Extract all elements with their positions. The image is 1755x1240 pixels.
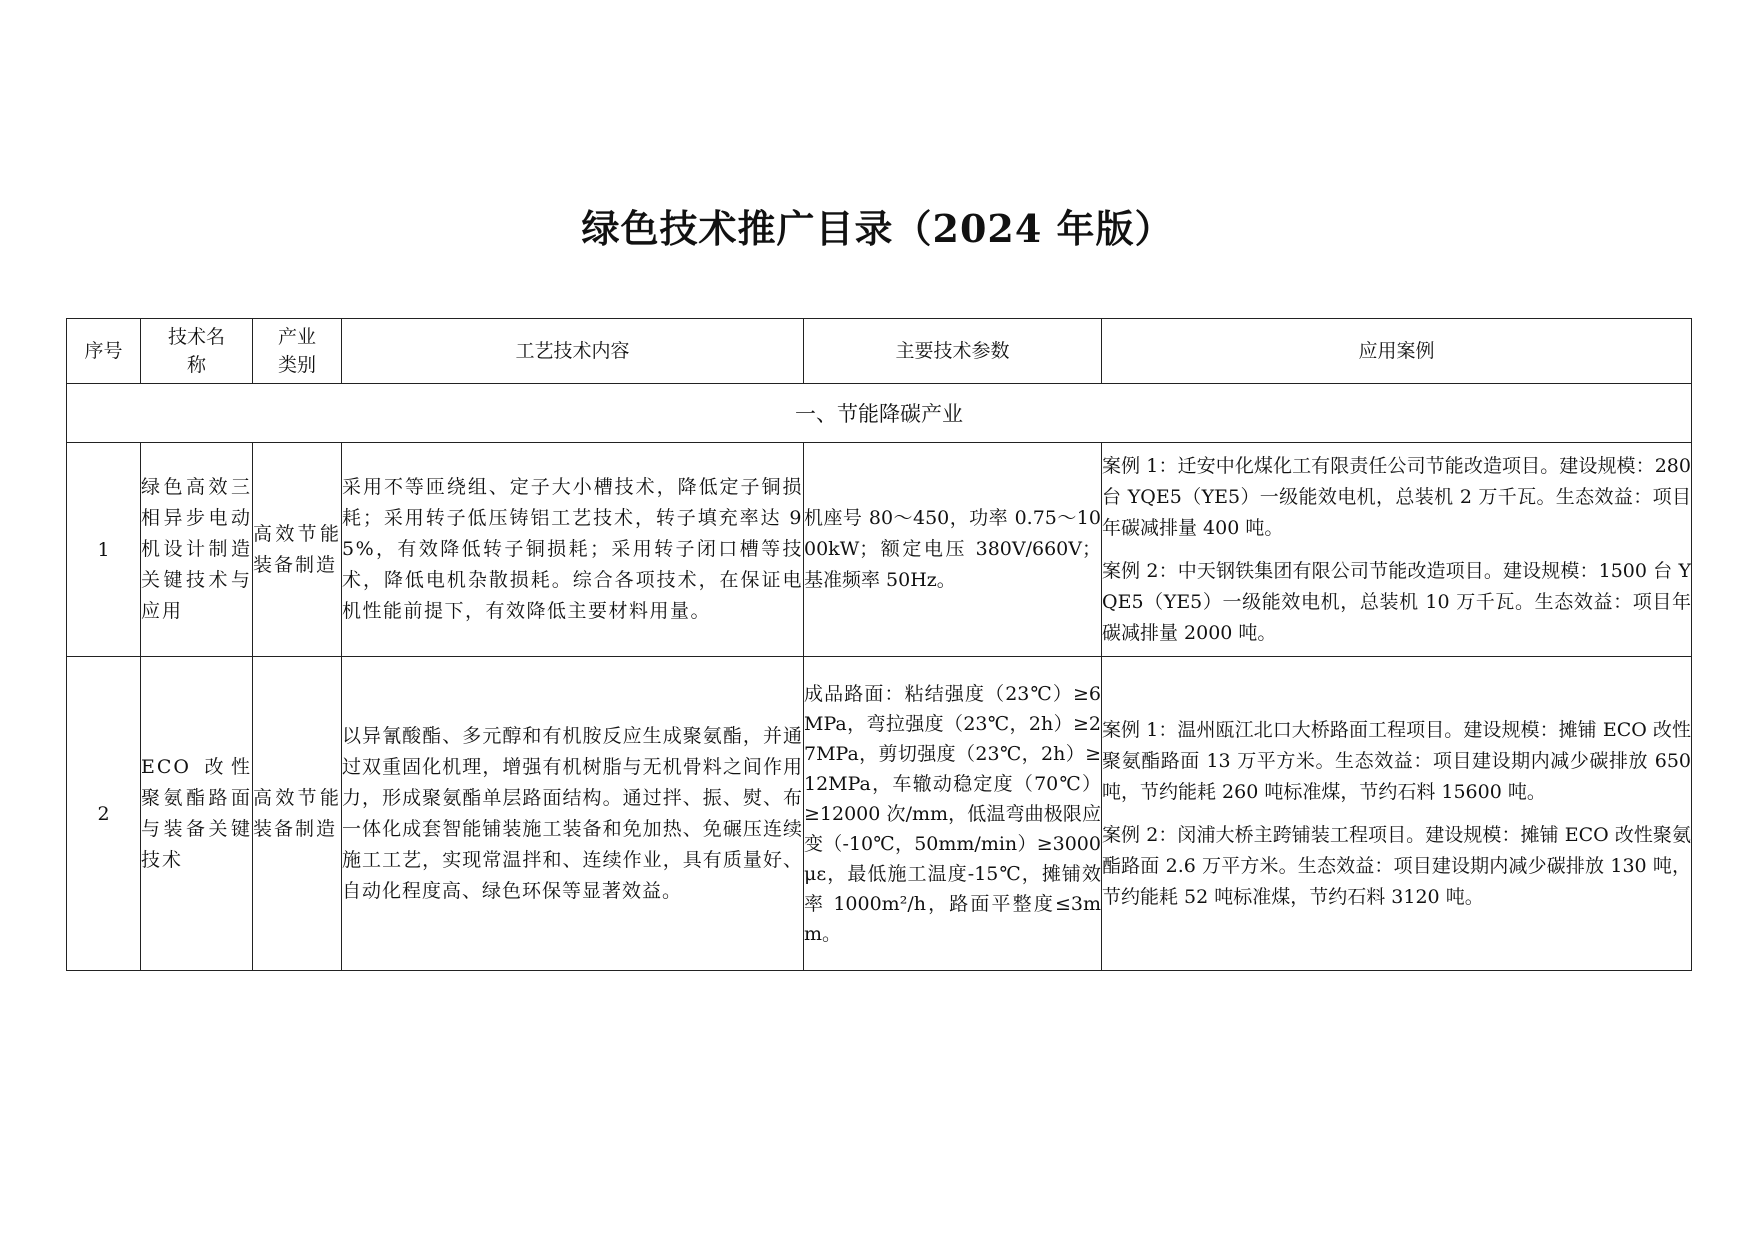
header-process: 工艺技术内容 [342,319,804,384]
table-row [67,657,1692,971]
section-row [67,384,1692,443]
row-process: 采用不等匝绕组、定子大小槽技术，降低定子铜损耗；采用转子低压铸铝工艺技术，转子填充率达 95%，有效降低转子铜损耗；采用转子闭口槽等技术，降低电机杂散损耗。综合各项技术，在保证电机性能前提下，有效降低主要材料用量。 [342,443,804,657]
row-cases [1102,443,1692,657]
header-industry: 产业类别 [253,319,342,384]
case-item: 案例 1：温州瓯江北口大桥路面工程项目。建设规模：摊铺 ECO 改性聚氨酯路面 13 万平方米。生态效益：项目建设期内减少碳排放 650 吨，节约能耗 260 吨标准煤，节约石料 15600 吨。 [1102,718,1691,803]
row-seq: 2 [67,657,141,971]
document-title: 绿色技术推广目录（2024 年版） [581,206,1174,251]
row-params: 机座号 80～450，功率 0.75～1000kW；额定电压 380V/660V；基准频率 50Hz。 [804,443,1102,657]
row-industry: 高效节能装备制造 [253,657,342,971]
case-item: 案例 1：迁安中化煤化工有限责任公司节能改造项目。建设规模：280 台 YQE5（YE5）一级能效电机，总装机 2 万千瓦。生态效益：项目年碳减排量 400 吨。 [1102,454,1691,539]
table-row [67,443,1692,657]
row-industry: 高效节能装备制造 [253,443,342,657]
section-title: 一、节能降碳产业 [67,384,1692,443]
header-tech-name: 技术名称 [141,319,253,384]
row-tech-name: 绿色高效三相异步电动机设计制造关键技术与应用 [141,443,253,657]
technology-catalog-table [66,318,1692,971]
table-header-row [67,319,1692,384]
row-tech-name: ECO 改性聚氨酯路面与装备关键技术 [141,657,253,971]
header-params: 主要技术参数 [804,319,1102,384]
header-seq: 序号 [67,319,141,384]
case-item: 案例 2：中天钢铁集团有限公司节能改造项目。建设规模：1500 台 YQE5（YE5）一级能效电机，总装机 10 万千瓦。生态效益：项目年碳减排量 2000 吨。 [1102,559,1691,644]
case-item: 案例 2：闵浦大桥主跨铺装工程项目。建设规模：摊铺 ECO 改性聚氨酯路面 2.6 万平方米。生态效益：项目建设期内减少碳排放 130 吨，节约能耗 52 吨标准煤，节约石料 3120 吨。 [1102,823,1691,908]
header-cases: 应用案例 [1102,319,1692,384]
row-params: 成品路面：粘结强度（23℃）≥6MPa，弯拉强度（23℃，2h）≥27MPa，剪切强度（23℃，2h）≥12MPa，车辙动稳定度（70℃）≥12000 次/mm，低温弯曲极限应变（-10℃，50mm/min）≥3000με，最低施工温度-15℃，摊铺效率 1000m²/h，路面平整度≤3mm。 [804,657,1102,971]
row-seq: 1 [67,443,141,657]
row-process: 以异氰酸酯、多元醇和有机胺反应生成聚氨酯，并通过双重固化机理，增强有机树脂与无机骨料之间作用力，形成聚氨酯单层路面结构。通过拌、振、熨、布一体化成套智能铺装施工装备和免加热、免碾压连续施工工艺，实现常温拌和、连续作业，具有质量好、自动化程度高、绿色环保等显著效益。 [342,657,804,971]
row-cases [1102,657,1692,971]
